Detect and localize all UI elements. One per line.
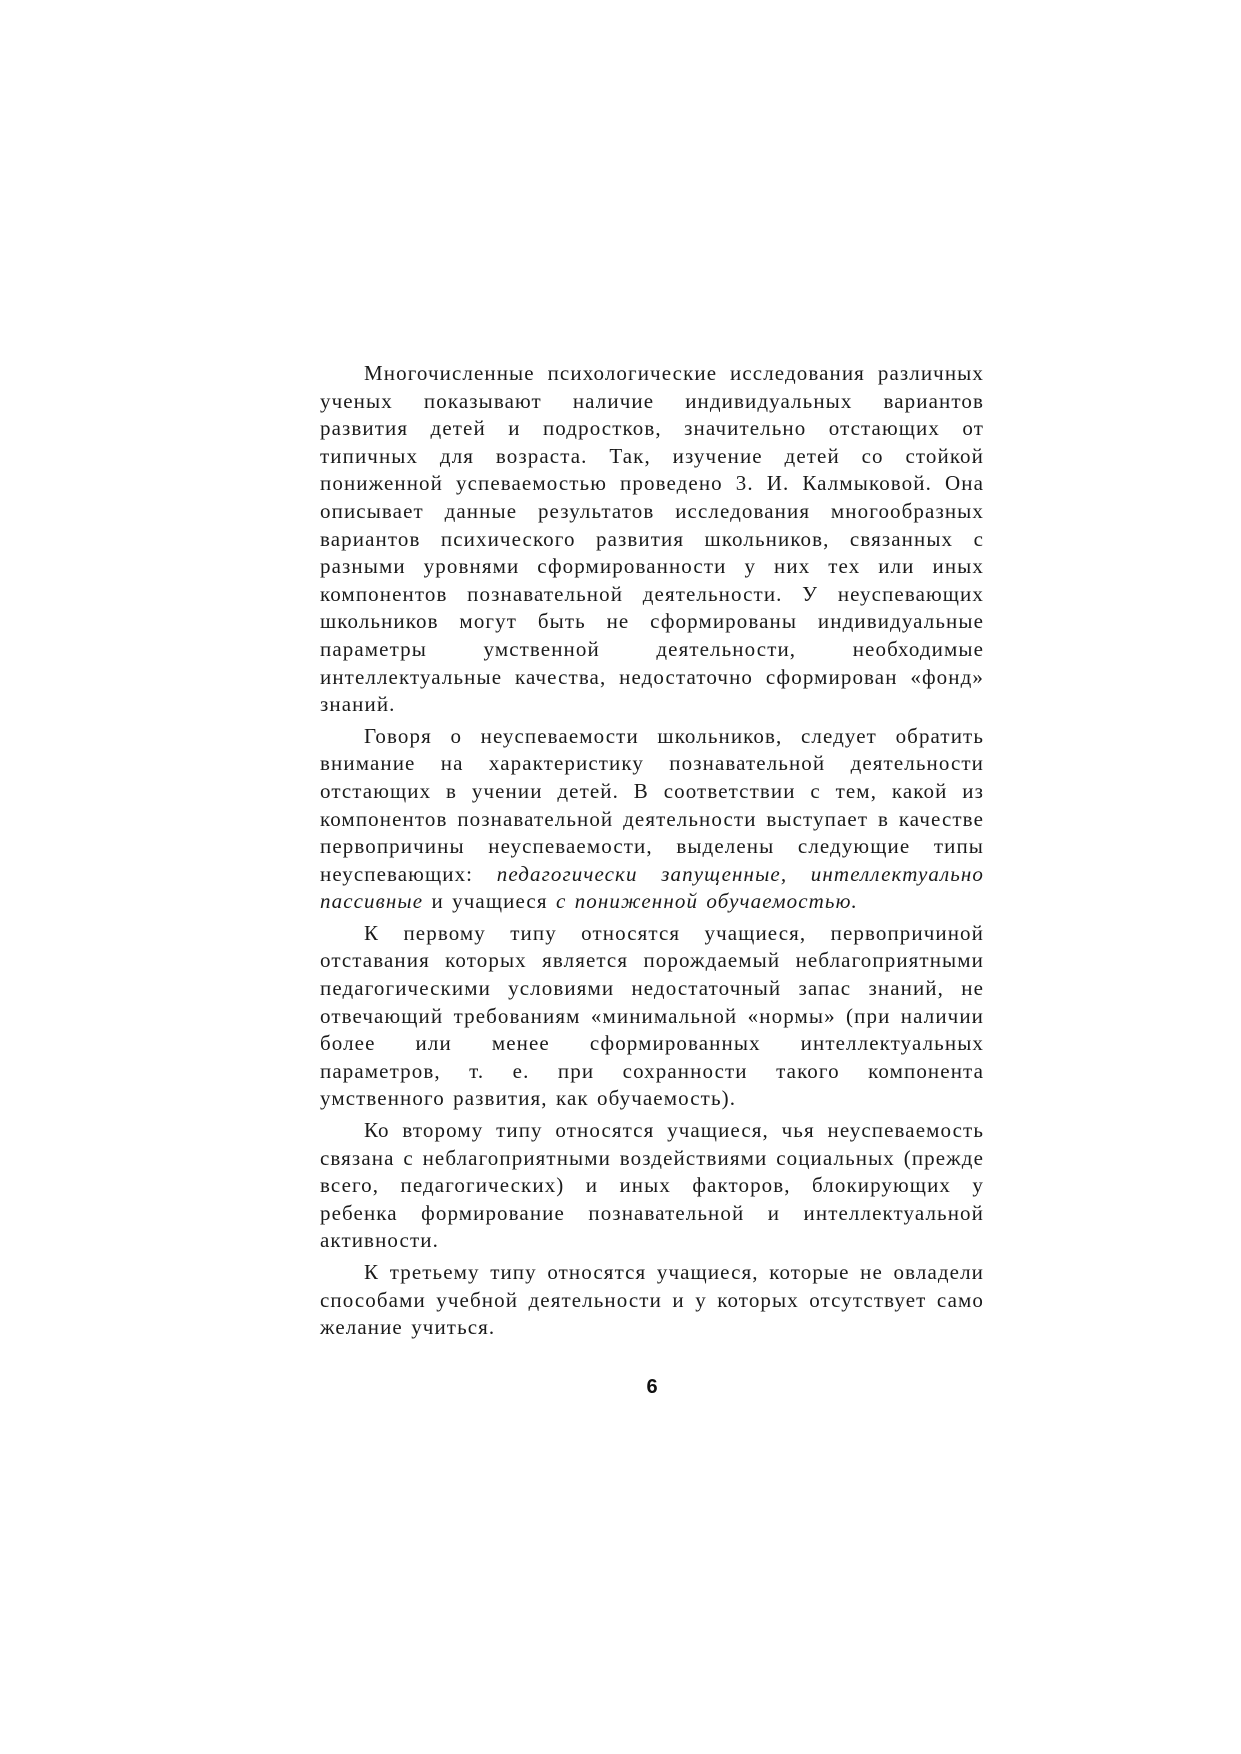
paragraph-4: Ко второму типу относятся учащиеся, чья неуспеваемость связана с неблагоприятными воздействиями социальных (прежде всего, педагогических) и иных факторов, блокирующих у ребенка формирование познавательной и интеллектуальной активности. [320,1118,984,1253]
page-number: 6 [646,1376,658,1398]
paragraph-5: К третьему типу относятся учащиеся, которые не овладели способами учебной деятельности и у которых отсутствует само желание учиться. [320,1260,984,1340]
paragraph-3: К первому типу относятся учащиеся, первопричиной отставания которых является порождаемый неблагоприятными педагогическими условиями недостаточный запас знаний, не отвечающий требованиям «минимальной «нормы» (при наличии более или менее сформированных интеллектуальных параметров, т. е. при сохранности такого компонента умственного развития, как обучаемость). [320,920,984,1111]
paragraph-2-emphasis-b: с пониженной обучаемостью. [555,889,858,914]
page-body [320,360,984,1346]
paragraph-2-text-b: и учащиеся [423,889,556,914]
paragraph-2-text-a: Говоря о неуспеваемости школьников, следует обратить внимание на характеристику познавательной деятельности отстающих в учении детей. В соответствии с тем, какой из компонентов познавательной деятельности выступает в качестве первопричины неуспеваемости, выделены следующие типы неуспевающих: [320,723,984,886]
paragraph-1: Многочисленные психологические исследования различных ученых показывают наличие индивидуальных вариантов развития детей и подростков, значительно отстающих от типичных для возраста. Так, изучение детей со стойкой пониженной успеваемостью проведено 3. И. Калмыковой. Она описывает данные результатов исследования многообразных вариантов психического развития школьников, связанных с разными уровнями сформированности у них тех или иных компонентов познавательной деятельности. У неуспевающих школьников могут быть не сформированы индивидуальные параметры умственной деятельности, необходимые интеллектуальные качества, недостаточно сформирован «фонд» знаний. [320,361,984,717]
paragraph-2-emphasis-a: педагогически запущенные, интеллектуально пассивные [320,861,984,914]
paragraph-2 [320,723,984,916]
